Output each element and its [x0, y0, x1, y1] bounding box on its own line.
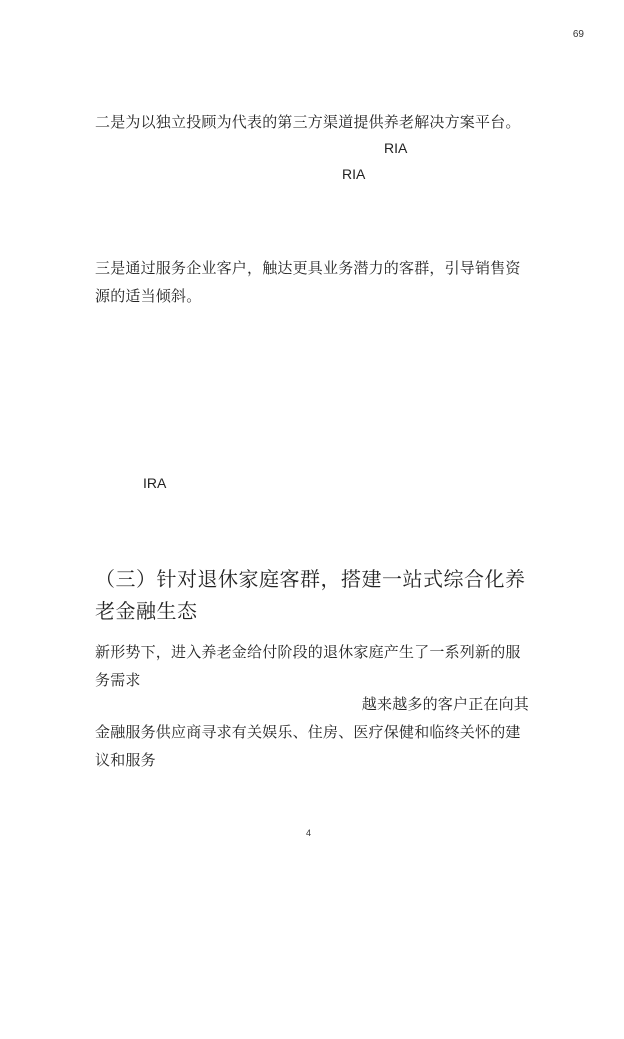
paragraph-financial-services: 金融服务供应商寻求有关娱乐、住房、医疗保健和临终关怀的建议和服务: [95, 723, 521, 769]
paragraph-enterprise-clients: 三是通过服务企业客户，触达更具业务潜力的客群，引导销售资源的适当倾斜。: [95, 259, 521, 305]
paragraph-retired-families: 新形势下，进入养老金给付阶段的退休家庭产生了一系列新的服务需求: [95, 643, 521, 689]
ria-label-1: RIA: [384, 140, 408, 156]
ira-label: IRA: [143, 475, 167, 491]
top-page-number: 69: [572, 29, 584, 40]
ria-label-2: RIA: [342, 166, 366, 182]
section-heading: （三）针对退休家庭客群，搭建一站式综合化养老金融生态: [95, 567, 526, 623]
paragraph-more-clients: 越来越多的客户正在向其: [361, 695, 529, 713]
paragraph-third-party-channels: 二是为以独立投顾为代表的第三方渠道提供养老解决方案平台。: [95, 113, 521, 131]
bottom-page-number: 4: [306, 828, 312, 838]
